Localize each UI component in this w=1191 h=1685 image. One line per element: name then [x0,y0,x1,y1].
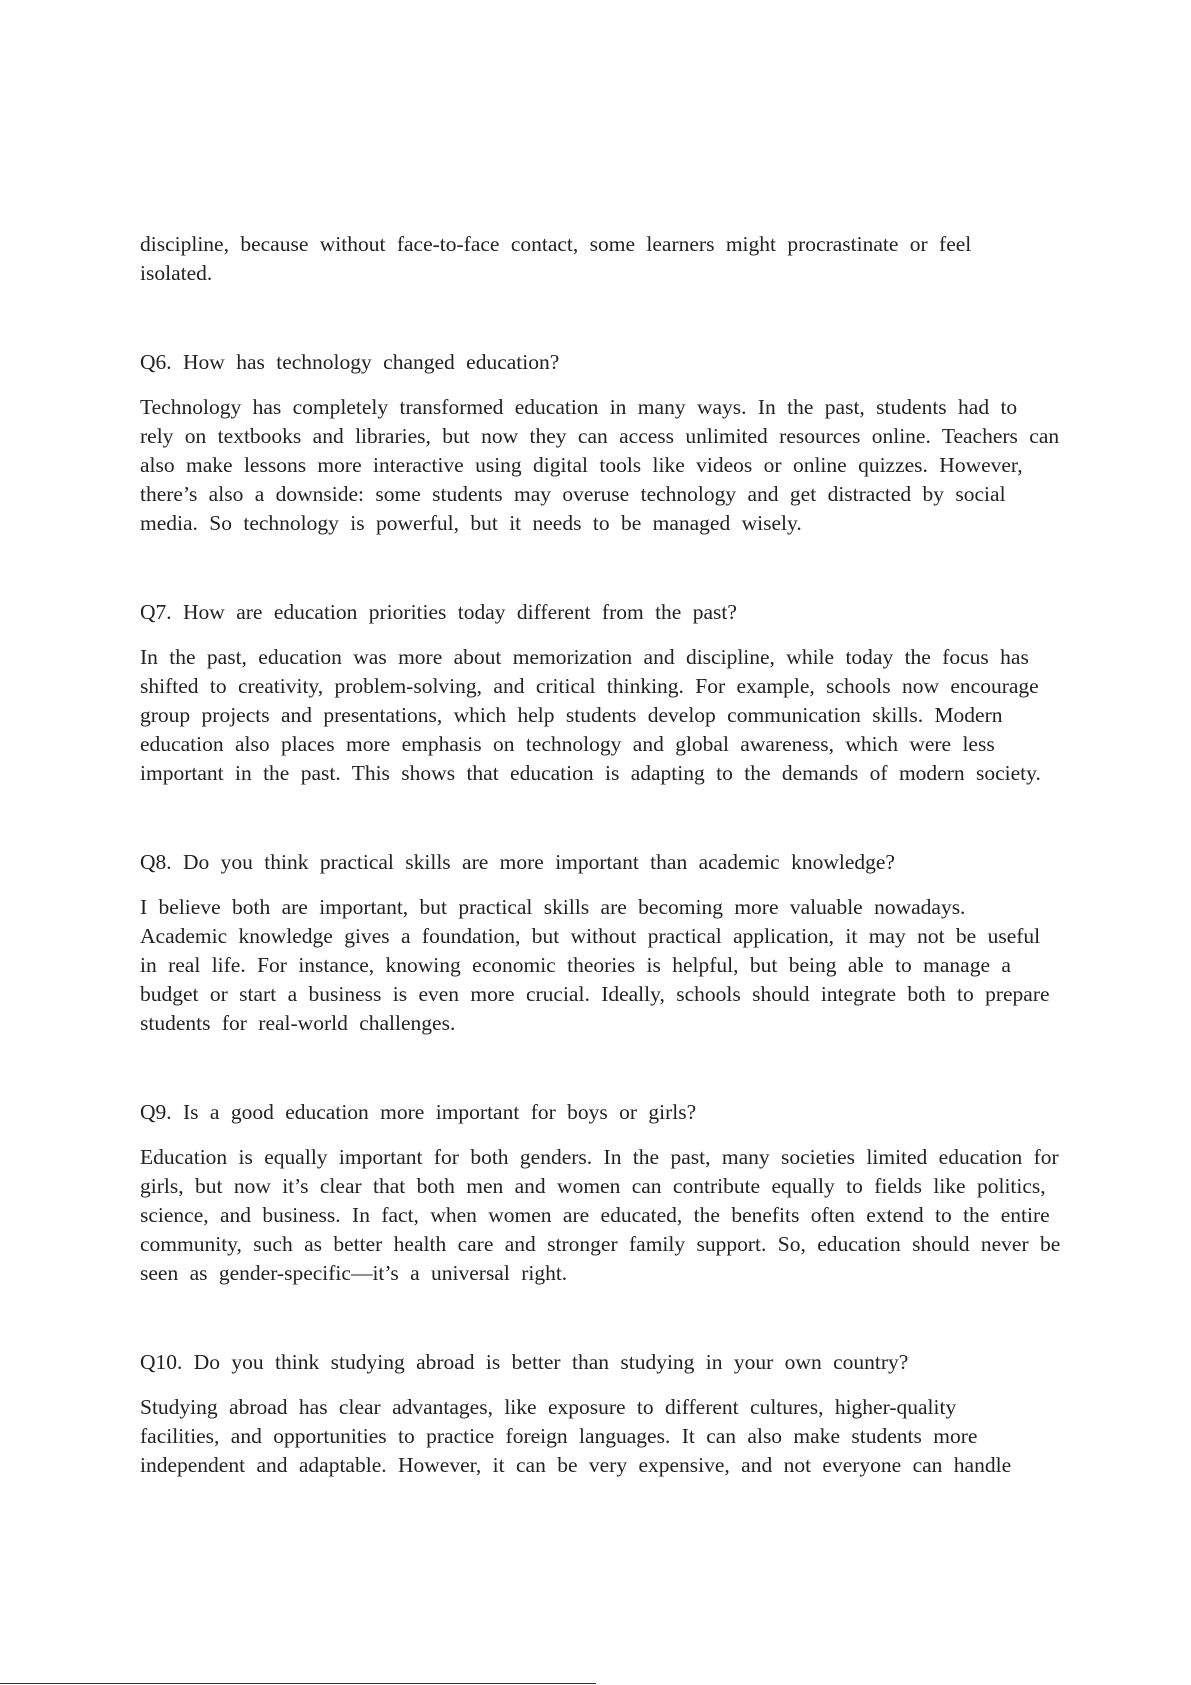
qa-block-q6 [140,348,1170,538]
paragraph-line: girls, but now it’s clear that both men and women can contribute equally to fields like politics, [140,1174,1046,1198]
paragraph-line: students for real-world challenges. [140,1011,456,1035]
paragraph-line: isolated. [140,261,213,285]
answer-paragraph [140,893,1170,1038]
paragraph-line: media. So technology is powerful, but it needs to be managed wisely. [140,511,802,535]
question-heading: Q8. Do you think practical skills are more important than academic knowledge? [140,850,895,874]
answer-paragraph [140,1393,1170,1480]
paragraph-line: shifted to creativity, problem-solving, and critical thinking. For example, schools now encourage [140,674,1039,698]
paragraph-line: I believe both are important, but practical skills are becoming more valuable nowadays. [140,895,966,919]
paragraph-line: there’s also a downside: some students may overuse technology and get distracted by social [140,482,1006,506]
paragraph-line: important in the past. This shows that education is adapting to the demands of modern society. [140,761,1041,785]
paragraph-line: science, and business. In fact, when women are educated, the benefits often extend to the entire [140,1203,1050,1227]
document-content [140,230,1170,1540]
question-heading: Q9. Is a good education more important for boys or girls? [140,1100,697,1124]
paragraph-line: seen as gender-specific—it’s a universal right. [140,1261,568,1285]
paragraph-line: Education is equally important for both genders. In the past, many societies limited education for [140,1145,1059,1169]
paragraph-line: independent and adaptable. However, it can be very expensive, and not everyone can handle [140,1453,1012,1477]
paragraph-line: discipline, because without face-to-face contact, some learners might procrastinate or feel [140,232,972,256]
answer-paragraph [140,643,1170,788]
paragraph-line: in real life. For instance, knowing economic theories is helpful, but being able to manage a [140,953,1011,977]
paragraph-line: Studying abroad has clear advantages, like exposure to different cultures, higher-quality [140,1395,957,1419]
paragraph-line: Academic knowledge gives a foundation, but without practical application, it may not be useful [140,924,1041,948]
qa-block-q7 [140,598,1170,788]
qa-block-q10 [140,1348,1170,1480]
answer-paragraph [140,1143,1170,1288]
paragraph-line: group projects and presentations, which help students develop communication skills. Modern [140,703,1003,727]
intro-paragraph [140,230,1170,288]
question-heading: Q7. How are education priorities today different from the past? [140,600,737,624]
paragraph-line: also make lessons more interactive using digital tools like videos or online quizzes. However, [140,453,1023,477]
qa-block-q9 [140,1098,1170,1288]
paragraph-line: education also places more emphasis on technology and global awareness, which were less [140,732,995,756]
question-heading: Q10. Do you think studying abroad is better than studying in your own country? [140,1350,909,1374]
paragraph-line: facilities, and opportunities to practice foreign languages. It can also make students more [140,1424,978,1448]
answer-paragraph [140,393,1170,538]
paragraph-line: community, such as better health care and stronger family support. So, education should never be [140,1232,1061,1256]
paragraph-line: In the past, education was more about memorization and discipline, while today the focus has [140,645,1029,669]
paragraph-line: budget or start a business is even more crucial. Ideally, schools should integrate both to prepare [140,982,1050,1006]
paragraph-line: rely on textbooks and libraries, but now they can access unlimited resources online. Teachers can [140,424,1060,448]
question-heading: Q6. How has technology changed education? [140,350,560,374]
page-bottom-divider [0,1683,596,1684]
paragraph-line: Technology has completely transformed education in many ways. In the past, students had to [140,395,1018,419]
qa-block-q8 [140,848,1170,1038]
